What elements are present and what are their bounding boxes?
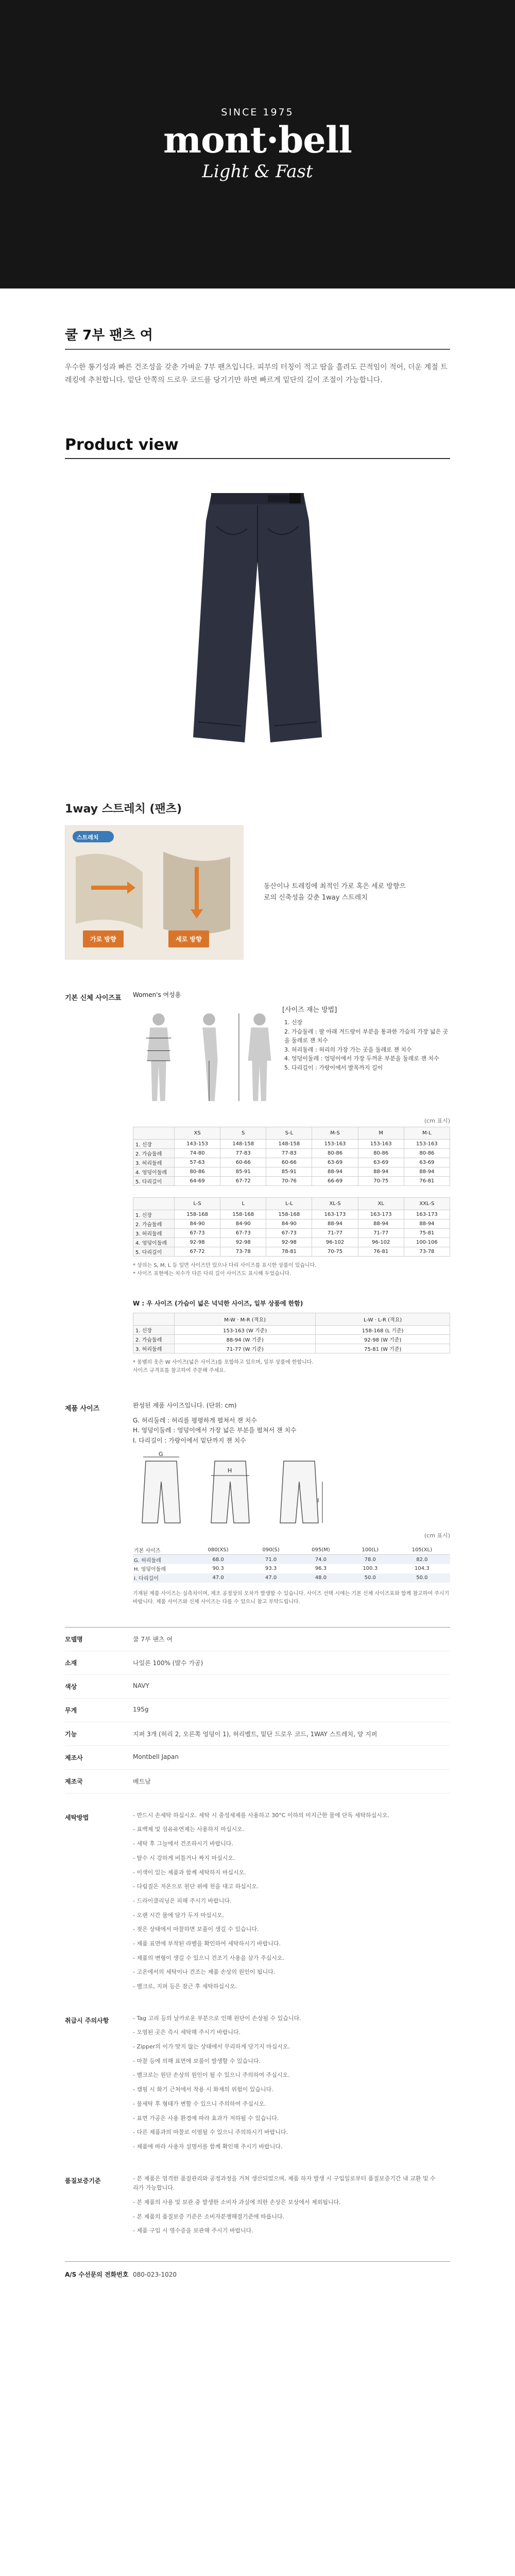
list-item: - 물세탁 후 형태가 변할 수 있으니 주의하여 주십시오. [133,2100,266,2107]
table-cell: 88-94 [358,1219,404,1229]
size-table-w [133,1313,450,1353]
size-guide-subtitle: Women's 여성용 [133,991,181,998]
table-cell: 163-173 [358,1210,404,1219]
table-cell: 4. 엉덩이둘레 [133,1238,175,1247]
stretch-badge: 스트레치 [77,834,99,841]
product-view-divider [65,458,450,459]
table-row [133,1326,450,1335]
table-cell: 85-91 [266,1167,312,1177]
table-header: 100(L) [362,1547,379,1553]
table-cell: 158-168 [175,1210,220,1219]
table-cell: 88-94 (W 기준) [175,1335,316,1344]
info-row [65,1770,450,1793]
info-value: NAVY [133,1682,149,1689]
w-size-title: W : 우 사이즈 (가슴이 넓은 넉넉한 사이즈, 일부 상품에 한함) [133,1300,303,1307]
table-cell: 80-86 [175,1167,220,1177]
table-cell: 84-90 [220,1219,266,1229]
list-item: - 표면 가공은 사용 환경에 따라 효과가 저하될 수 있습니다. [133,2114,279,2122]
brand-since: SINCE 1975 [221,107,294,118]
info-key: 색상 [65,1683,77,1690]
table-header: L [220,1198,266,1210]
quality-section [65,2174,450,2241]
table-cell: 100-106 [404,1238,450,1247]
table-cell: 88-94 [404,1167,450,1177]
list-item: - 제품 표면에 부착된 라벨을 확인하여 세탁하시기 바랍니다. [133,1940,281,1947]
product-size-notes: 기재된 제품 사이즈는 실측치이며, 제조 공정상의 오차가 발생할 수 있습니다. 사이즈 선택 시에는 기본 신체 사이즈표와 함께 참고하여 주시기 바랍니다. 제품 사이즈와 신체 사이즈는 다를 수 있으니 참고 부탁드립니다. [133,1590,450,1605]
table-cell: 68.0 [212,1556,224,1563]
table-row [133,1177,450,1186]
table-cell: 84-90 [175,1219,220,1229]
tag-horizontal: 가로 방향 [83,930,124,947]
table-cell: 96-102 [358,1238,404,1247]
table-cell: H. 엉덩이둘레 [134,1567,166,1573]
info-row [65,1675,450,1699]
wash-list [133,1811,437,1996]
table-cell: 47.0 [265,1575,277,1581]
info-row [65,1651,450,1675]
list-item: - 세탁 후 그늘에서 건조하시기 바랍니다. [133,1840,233,1848]
table-cell: 148-158 [220,1140,266,1149]
list-item: - 본 제품의 사용 및 보관 중 발생한 소비자 과실에 의한 손상은 보상에서 제외됩니다. [133,2198,341,2206]
product-size-unit: (cm 표시) [424,1532,450,1539]
table-row [133,1229,450,1238]
table-row [133,1149,450,1158]
table-header [133,1198,175,1210]
product-size-label: 제품 사이즈 [65,1405,100,1413]
table-row [133,1247,450,1257]
table-cell: 104.3 [415,1566,430,1572]
table-row [133,1140,450,1149]
info-key: 소재 [65,1659,77,1667]
list-item: - 고온에서의 세탁이나 건조는 제품 손상의 원인이 됩니다. [133,1969,276,1976]
list-item: - 다른 제품과의 마찰로 이염될 수 있으니 주의하시기 바랍니다. [133,2129,288,2136]
table-header: 090(S) [262,1547,280,1553]
table-cell: 153-163 [358,1140,404,1149]
table-cell: 63-69 [312,1158,358,1167]
body-figures [133,1004,282,1107]
table-cell: 2. 가슴둘레 [133,1335,175,1344]
info-value: 나일론 100% (발수 가공) [133,1659,203,1667]
quality-label: 품질보증기준 [65,2177,101,2184]
measure-line: 3. 허리둘레 : 허리의 가장 가는 곳을 둘레로 잰 치수 [284,1046,412,1053]
info-row [65,1699,450,1722]
table-cell: 3. 허리둘레 [133,1158,175,1167]
table-cell: 158-168 [266,1210,312,1219]
table-cell: 1. 신장 [133,1210,175,1219]
info-value: Montbell Japan [133,1753,179,1760]
table-row [133,1158,450,1167]
as-label: A/S 수선문의 전화번호 [65,2271,129,2278]
stretch-section [65,825,450,959]
table-cell: 66-69 [312,1177,358,1186]
brand-hero [0,0,515,289]
table-cell: 153-163 [404,1140,450,1149]
table-cell: 67-73 [220,1229,266,1238]
diagram-label-i: I [317,1497,319,1504]
table-cell: 88-94 [312,1219,358,1229]
table-cell: 78.0 [364,1556,376,1563]
info-key: 모델명 [65,1635,83,1643]
table-cell: 92-98 (W 기준) [316,1335,450,1344]
table-cell: 60-66 [266,1158,312,1167]
brand-tagline: Light & Fast [202,161,313,182]
list-item: - 표백제 및 섬유유연제는 사용하지 마십시오. [133,1826,245,1833]
w-note: * 몽벨의 옷은 W 사이즈(넓은 사이즈)를 포함하고 있으며, 일부 상품에 한합니다. [133,1360,314,1365]
intro-line: H. 엉덩이둘레 : 엉덩이에서 가장 넓은 부분을 펼쳐서 잰 치수 [133,1427,297,1434]
table-header: M-W · M-R (적요) [175,1313,316,1326]
list-item: - 벨크로는 원단 손상의 원인이 될 수 있으니 주의하여 주십시오. [133,2072,290,2079]
table-cell: 57-63 [175,1158,220,1167]
table-header: 080(XS) [208,1547,229,1553]
list-item: - 다림질은 저온으로 원단 위에 천을 대고 하십시오. [133,1883,259,1890]
size-table-1 [133,1127,450,1186]
pants-diagrams [133,1451,450,1528]
table-cell: 67-72 [220,1177,266,1186]
info-value: 지퍼 3개 (허리 2, 오른쪽 엉덩이 1), 허리벨트, 밑단 드로우 코드, 1WAY 스트레치, 양 지퍼 [133,1730,377,1738]
table-header: L-W · L-R (적요) [316,1313,450,1326]
diagram-leg [271,1451,328,1528]
table-header-row [133,1546,450,1555]
info-row [65,1628,450,1651]
product-view-title: Product view [65,436,179,454]
stretch-image [65,825,243,959]
table-cell: 88-94 [404,1219,450,1229]
intro-line: 완성된 제품 사이즈입니다. (단위: cm) [133,1402,237,1409]
measure-line: 5. 다리길이 : 가랑이에서 발목까지 길이 [284,1064,383,1071]
size-guide-label: 기본 신체 사이즈표 [65,994,122,1002]
table-cell: 143-153 [175,1140,220,1149]
table-cell: 80-86 [404,1149,450,1158]
intro-line: G. 허리둘레 : 허리를 평평하게 펼쳐서 잰 치수 [133,1417,257,1425]
body-front-icon [136,1009,181,1107]
table-row [133,1219,450,1229]
table-header-row [133,1198,450,1210]
quality-list [133,2174,437,2241]
table-header: 기본 사이즈 [134,1548,161,1554]
caution-section [65,2014,450,2157]
list-item: - 젖은 상태에서 마찰하면 보풀이 생길 수 있습니다. [133,1926,259,1933]
table-cell: 73-78 [220,1247,266,1257]
table-cell: 96-102 [312,1238,358,1247]
size-note: * 사이즈 표현에는 치수가 다른 다리 길이 사이즈도 표시해 두었습니다. [133,1271,291,1277]
table-cell: 2. 가슴둘레 [133,1219,175,1229]
table-header: XS [175,1127,220,1140]
product-size-intro [133,1401,450,1446]
list-item: - 오랜 시간 물에 담가 두지 마십시오. [133,1911,225,1919]
pants-outline-icon [202,1451,259,1528]
table-cell: 92-98 [175,1238,220,1247]
table-row [133,1238,450,1247]
table-cell: 67-73 [266,1229,312,1238]
table-header: L-L [266,1198,312,1210]
wash-label: 세탁방법 [65,1814,89,1821]
table-cell: 93.3 [265,1566,277,1572]
w-notes [133,1359,450,1375]
table-cell: 76-81 [404,1177,450,1186]
table-cell: 85-91 [220,1167,266,1177]
table-cell: 71-77 [358,1229,404,1238]
table-cell: 92-98 [220,1238,266,1247]
table-cell: 163-173 [404,1210,450,1219]
title-divider [65,349,450,350]
table-cell: 4. 엉덩이둘레 [133,1167,175,1177]
list-item: - 마찰 등에 의해 표면에 보풀이 발생할 수 있습니다. [133,2057,261,2064]
table-cell: 96.3 [315,1566,327,1572]
measure-guide [282,1004,450,1107]
as-phone[interactable]: 080-023-1020 [133,2270,177,2278]
product-description: 우수한 통기성과 빠른 건조성을 갖춘 가벼운 7부 팬츠입니다. 피부의 터칭이 적고 땀을 흘려도 끈적임이 적어, 더운 계절 트레킹에 추천합니다. 밑단 안쪽의 드로우 코드를 당기기만 하면 빠르게 밑단의 길이 조절이 가능합니다. [65,363,448,384]
table-cell: 67-72 [175,1247,220,1257]
table-cell: 63-69 [404,1158,450,1167]
size-guide-section [65,990,450,1375]
list-item: - Zipper의 이가 맞지 않는 상태에서 무리하게 당기지 마십시오. [133,2043,290,2050]
info-table [65,1628,450,1793]
product-size-table [133,1546,450,1583]
table-cell: 163-173 [312,1210,358,1219]
diagram-label-h: H [228,1467,232,1474]
info-value: 195g [133,1705,149,1713]
info-value: 베트남 [133,1777,151,1785]
table-cell: 74.0 [315,1556,327,1563]
body-side-icon [186,1009,232,1107]
list-item: - 제품에 따라 사용자 설명서를 함께 확인해 주시기 바랍니다. [133,2143,283,2150]
info-key: 제조국 [65,1777,83,1785]
info-row [65,1722,450,1746]
list-item: - Tag 고리 등의 날카로운 부분으로 인해 원단이 손상될 수 있습니다. [133,2014,301,2022]
table-cell: 67-73 [175,1229,220,1238]
list-item: - 반드시 손세탁 하십시오. 세탁 시 중성세제를 사용하고 30°C 이하의 미지근한 물에 단독 세탁하십시오. [133,1811,390,1819]
diagram-label-g: G [159,1450,163,1458]
table-cell: 158-168 (L 기준) [316,1326,450,1335]
table-cell: 74-80 [175,1149,220,1158]
caution-label: 취급시 주의사항 [65,2016,109,2024]
table-row [133,1344,450,1353]
size-unit: (cm 표시) [424,1117,450,1124]
table-cell: 82.0 [416,1556,428,1563]
table-row [133,1555,450,1564]
measure-title: [사이즈 재는 방법] [282,1006,337,1014]
table-cell: 77-83 [266,1149,312,1158]
table-header: 095(M) [312,1547,330,1553]
measure-line: 4. 엉덩이둘레 : 엉덩이에서 가장 두꺼운 부분을 둘레로 잰 치수 [284,1055,439,1062]
pants-outline-icon [271,1451,328,1528]
pants-outline-icon [133,1451,190,1528]
table-header: L-S [175,1198,220,1210]
product-size-section [65,1401,450,1606]
table-header: 105(XL) [411,1547,433,1553]
list-item: - 제품 구입 시 영수증을 보관해 주시기 바랍니다. [133,2227,253,2234]
table-header: S-L [266,1127,312,1140]
info-row [65,1746,450,1770]
table-cell: 50.0 [364,1575,376,1581]
table-header-row [133,1127,450,1140]
table-row [133,1335,450,1344]
table-header [133,1127,175,1140]
table-cell: 153-163 (W 기준) [175,1326,316,1335]
table-cell: 2. 가슴둘레 [133,1149,175,1158]
table-cell: 3. 허리둘레 [133,1344,175,1353]
info-key: 기능 [65,1730,77,1738]
table-cell: 63-69 [358,1158,404,1167]
product-image [65,474,450,763]
table-header: M-L [404,1127,450,1140]
table-cell: 88-94 [358,1167,404,1177]
size-table-2 [133,1197,450,1257]
table-row [133,1564,450,1573]
diagram-hip [202,1451,259,1528]
list-item: - 오염된 곳은 즉시 세탁해 주시기 바랍니다. [133,2029,241,2036]
table-cell: 70-76 [266,1177,312,1186]
info-key: 무게 [65,1706,77,1714]
table-cell: 75-81 [404,1229,450,1238]
table-cell: 70-75 [358,1177,404,1186]
list-item: - 캠핑 시 화기 근처에서 착용 시 화재의 위험이 있습니다. [133,2086,273,2093]
table-cell: 80-86 [312,1149,358,1158]
table-cell: 1. 신장 [133,1140,175,1149]
table-cell: 64-69 [175,1177,220,1186]
table-cell: G. 허리둘레 [134,1557,161,1564]
info-key: 제조사 [65,1754,83,1761]
info-value: 쿨 7부 팬츠 여 [133,1635,173,1643]
measure-line: 1. 신장 [284,1019,303,1026]
measure-line: 2. 가슴둘레 : 팔 아래 겨드랑이 부분을 통과한 가슴의 가장 넓은 곳을 둘레로 잰 치수 [284,1028,449,1044]
table-cell: 1. 신장 [133,1326,175,1335]
table-cell: 84-90 [266,1219,312,1229]
table-row [133,1573,450,1583]
table-header: M [358,1127,404,1140]
table-cell: 60-66 [220,1158,266,1167]
product-title: 쿨 7부 팬츠 여 [65,328,153,343]
table-cell: 158-168 [220,1210,266,1219]
table-cell: 80-86 [358,1149,404,1158]
table-cell: 90.3 [212,1566,224,1572]
size-notes [133,1262,450,1278]
table-cell: I. 다리길이 [134,1576,159,1582]
table-cell: 50.0 [416,1575,428,1581]
list-item: - 본 제품의 품질보증 기준은 소비자분쟁해결기준에 따릅니다. [133,2213,285,2220]
table-cell: 48.0 [315,1575,327,1581]
table-cell: 75-81 (W 기준) [316,1344,450,1353]
table-row [133,1210,450,1219]
intro-line: I. 다리길이 : 가랑이에서 밑단까지 잰 치수 [133,1436,246,1444]
stretch-title: 1way 스트레치 (팬츠) [65,803,182,816]
table-header [133,1313,175,1326]
table-header: XL-S [312,1198,358,1210]
table-cell: 5. 다리길이 [133,1247,175,1257]
table-header: XXL-S [404,1198,450,1210]
table-cell: 70-75 [312,1247,358,1257]
table-header: M-S [312,1127,358,1140]
table-header: XL [358,1198,404,1210]
list-item: - 본 제품은 엄격한 품질관리와 공정과정을 거쳐 생산되었으며, 제품 하자 발생 시 구입일로부터 품질보증기간 내 교환 및 수리가 가능합니다. [133,2175,436,2192]
table-cell: 71-77 (W 기준) [175,1344,316,1353]
caution-list [133,2014,437,2157]
table-cell: 92-98 [266,1238,312,1247]
stretch-description: 동산이나 트레킹에 최적인 가로 혹은 세로 방향으로의 신축성을 갖춘 1way 스트레치 [264,882,406,902]
table-header-row [133,1313,450,1326]
brand-logo: mont·bell [163,118,352,161]
size-note: * 상의는 S, M, L 등 일반 사이즈만 있으나 다리 사이즈를 표시한 상품이 있습니다. [133,1263,317,1268]
table-cell: 71.0 [265,1556,277,1563]
table-cell: 88-94 [312,1167,358,1177]
table-cell: 78-81 [266,1247,312,1257]
list-item: - 드라이클리닝은 피해 주시기 바랍니다. [133,1897,232,1904]
list-item: - 이색이 있는 제품과 함께 세탁하지 마십시오. [133,1869,246,1876]
table-cell: 47.0 [212,1575,224,1581]
table-row [133,1167,450,1177]
table-cell: 5. 다리길이 [133,1177,175,1186]
diagram-front [133,1451,190,1528]
table-header: S [220,1127,266,1140]
pants-illustration [180,480,335,758]
body-back-icon [237,1009,282,1107]
as-contact [65,2261,450,2279]
table-cell: 3. 허리둘레 [133,1229,175,1238]
table-cell: 100.3 [363,1566,378,1572]
table-cell: 73-78 [404,1247,450,1257]
table-cell: 71-77 [312,1229,358,1238]
list-item: - 제품의 변형이 생길 수 있으니 건조기 사용을 삼가 주십시오. [133,1954,284,1961]
tag-vertical: 세로 방향 [168,930,209,947]
table-cell: 153-163 [312,1140,358,1149]
table-cell: 148-158 [266,1140,312,1149]
w-note: 사이즈 규격표를 참고하여 주문해 주세요. [133,1368,226,1374]
table-cell: 76-81 [358,1247,404,1257]
list-item: - 탈수 시 강하게 비틀거나 짜지 마십시오. [133,1854,235,1861]
table-cell: 77-83 [220,1149,266,1158]
list-item: - 벨크로, 지퍼 등은 잠근 후 세탁하십시오. [133,1983,237,1990]
wash-section [65,1811,450,1996]
